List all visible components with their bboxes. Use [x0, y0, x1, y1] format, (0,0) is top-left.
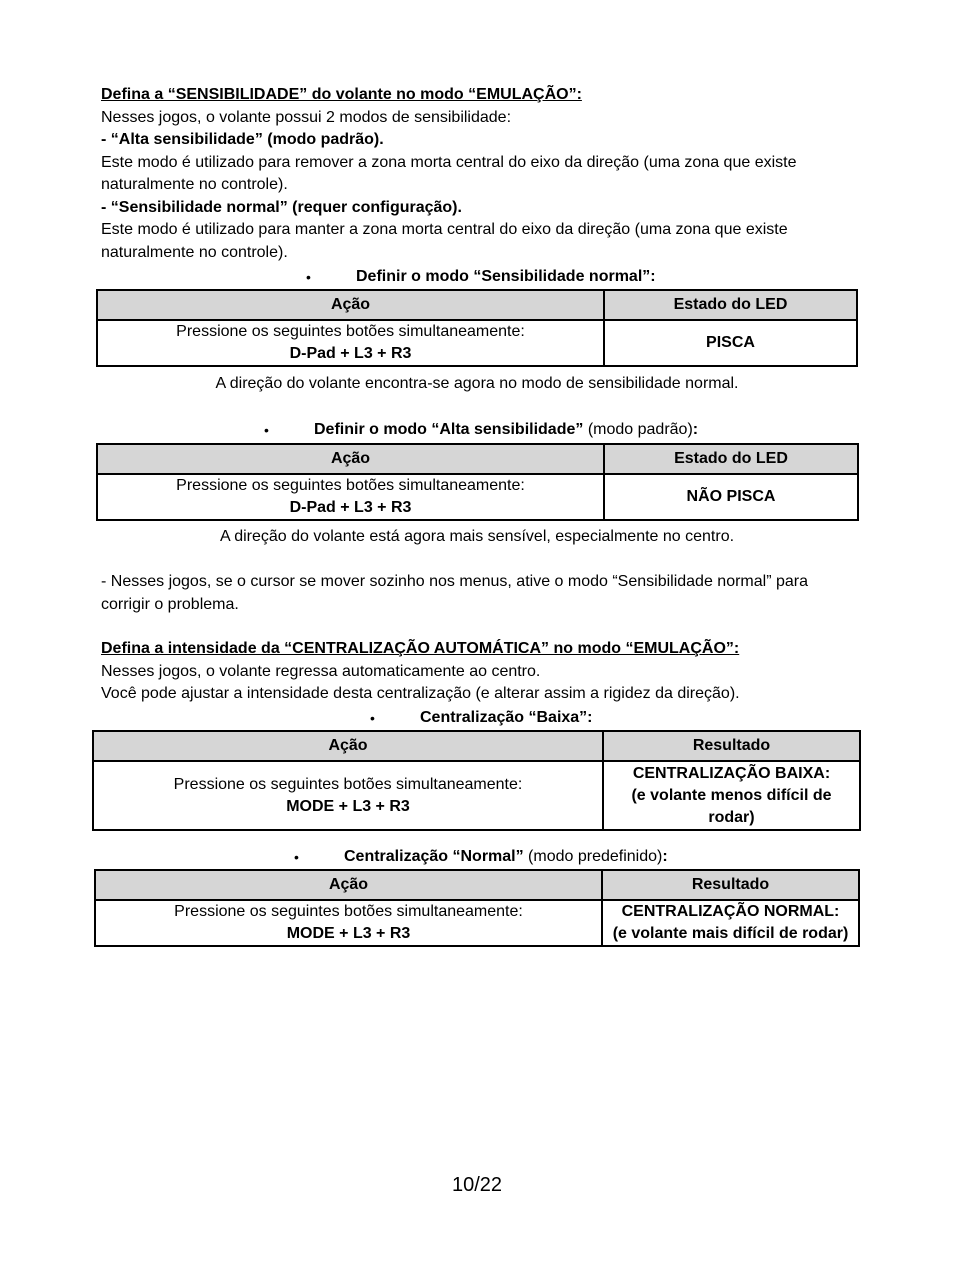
page-content: [101, 84, 861, 264]
bullet-item: [0, 846, 954, 869]
table-cell-action: [95, 900, 602, 946]
table-centralizacao-normal: [94, 869, 860, 947]
table-cell-result: [603, 761, 860, 830]
bullet-item: [0, 266, 954, 289]
table-cell-result: [602, 900, 859, 946]
paragraph: - Nesses jogos, se o cursor se mover sozinho nos menus, ative o modo “Sensibilidade normal” para: [101, 573, 808, 590]
bullet-title: Definir o modo “Sensibilidade normal”:: [356, 268, 656, 285]
paragraph: Este modo é utilizado para remover a zona morta central do eixo da direção (uma zona que existe: [101, 153, 797, 171]
table-centralizacao-baixa: [92, 730, 861, 831]
table-header: Ação: [95, 870, 602, 900]
button-combo: D-Pad + L3 + R3: [289, 499, 412, 516]
bullet-suffix: (modo padrão): [583, 421, 693, 438]
paragraph: corrigir o problema.: [101, 595, 239, 613]
button-combo: MODE + L3 + R3: [286, 925, 411, 942]
action-text: Pressione os seguintes botões simultaneamente:: [176, 477, 525, 494]
mode-label-normal: - “Sensibilidade normal” (requer configuração).: [101, 198, 462, 216]
table-alta-sensibilidade: [96, 443, 859, 521]
bullet-suffix: (modo predefinido): [523, 848, 663, 865]
table-sensibilidade-normal: [96, 289, 858, 367]
paragraph: naturalmente no controle).: [101, 243, 288, 261]
table-cell-action: [93, 761, 603, 830]
paragraph: Nesses jogos, o volante regressa automaticamente ao centro.: [101, 662, 541, 680]
table-note: A direção do volante está agora mais sensível, especialmente no centro.: [219, 528, 735, 545]
bullet-icon: •: [370, 710, 375, 726]
page-number: 10/22: [451, 1174, 503, 1196]
paragraph: Nesses jogos, o volante possui 2 modos de sensibilidade:: [101, 108, 512, 126]
action-text: Pressione os seguintes botões simultaneamente:: [173, 775, 523, 793]
table-note: A direção do volante encontra-se agora no modo de sensibilidade normal.: [215, 375, 739, 392]
bullet-title: Centralização “Normal”: [344, 848, 524, 865]
bullet-icon: •: [306, 269, 311, 285]
table-header: Resultado: [603, 731, 860, 761]
paragraph: naturalmente no controle).: [101, 176, 288, 193]
table-cell-led-state: PISCA: [604, 320, 857, 366]
bullet-item: [0, 707, 954, 730]
action-text: Pressione os seguintes botões simultaneamente:: [174, 903, 523, 920]
button-combo: D-Pad + L3 + R3: [289, 345, 412, 362]
mode-label-alta: - “Alta sensibilidade” (modo padrão).: [101, 131, 384, 148]
table-cell-led-state: NÃO PISCA: [604, 474, 858, 520]
table-header: Ação: [97, 290, 604, 320]
result-text: CENTRALIZAÇÃO BAIXA:: [632, 764, 831, 782]
action-text: Pressione os seguintes botões simultaneamente:: [176, 323, 525, 340]
table-cell-action: [97, 320, 604, 366]
table-header: Ação: [93, 731, 603, 761]
result-text: (e volante menos difícil de: [631, 786, 832, 804]
table-cell-action: [97, 474, 604, 520]
section-heading-centralizacao: Defina a intensidade da “CENTRALIZAÇÃO AUTOMÁTICA” no modo “EMULAÇÃO”:: [101, 640, 740, 657]
result-text: (e volante mais difícil de rodar): [612, 925, 849, 942]
bullet-item: [0, 419, 954, 442]
section-centralizacao: [101, 638, 740, 706]
tip-paragraph: [101, 571, 808, 616]
button-combo: MODE + L3 + R3: [286, 797, 410, 815]
paragraph: Este modo é utilizado para manter a zona morta central do eixo da direção (uma zona que existe: [101, 221, 788, 238]
section-heading-sensibilidade: Defina a “SENSIBILIDADE” do volante no modo “EMULAÇÃO”:: [101, 86, 582, 103]
table-header: Estado do LED: [604, 444, 858, 474]
bullet-icon: •: [294, 849, 299, 865]
bullet-colon: :: [662, 848, 668, 865]
bullet-icon: •: [264, 422, 269, 438]
bullet-title: Definir o modo “Alta sensibilidade”: [314, 421, 584, 438]
table-header: Ação: [97, 444, 604, 474]
paragraph: Você pode ajustar a intensidade desta centralização (e alterar assim a rigidez da direção).: [101, 685, 740, 702]
table-header: Estado do LED: [604, 290, 857, 320]
bullet-colon: :: [692, 421, 699, 438]
bullet-title: Centralização “Baixa”:: [420, 709, 593, 726]
result-text: CENTRALIZAÇÃO NORMAL:: [621, 903, 840, 920]
table-header: Resultado: [602, 870, 859, 900]
result-text: rodar): [708, 808, 755, 826]
